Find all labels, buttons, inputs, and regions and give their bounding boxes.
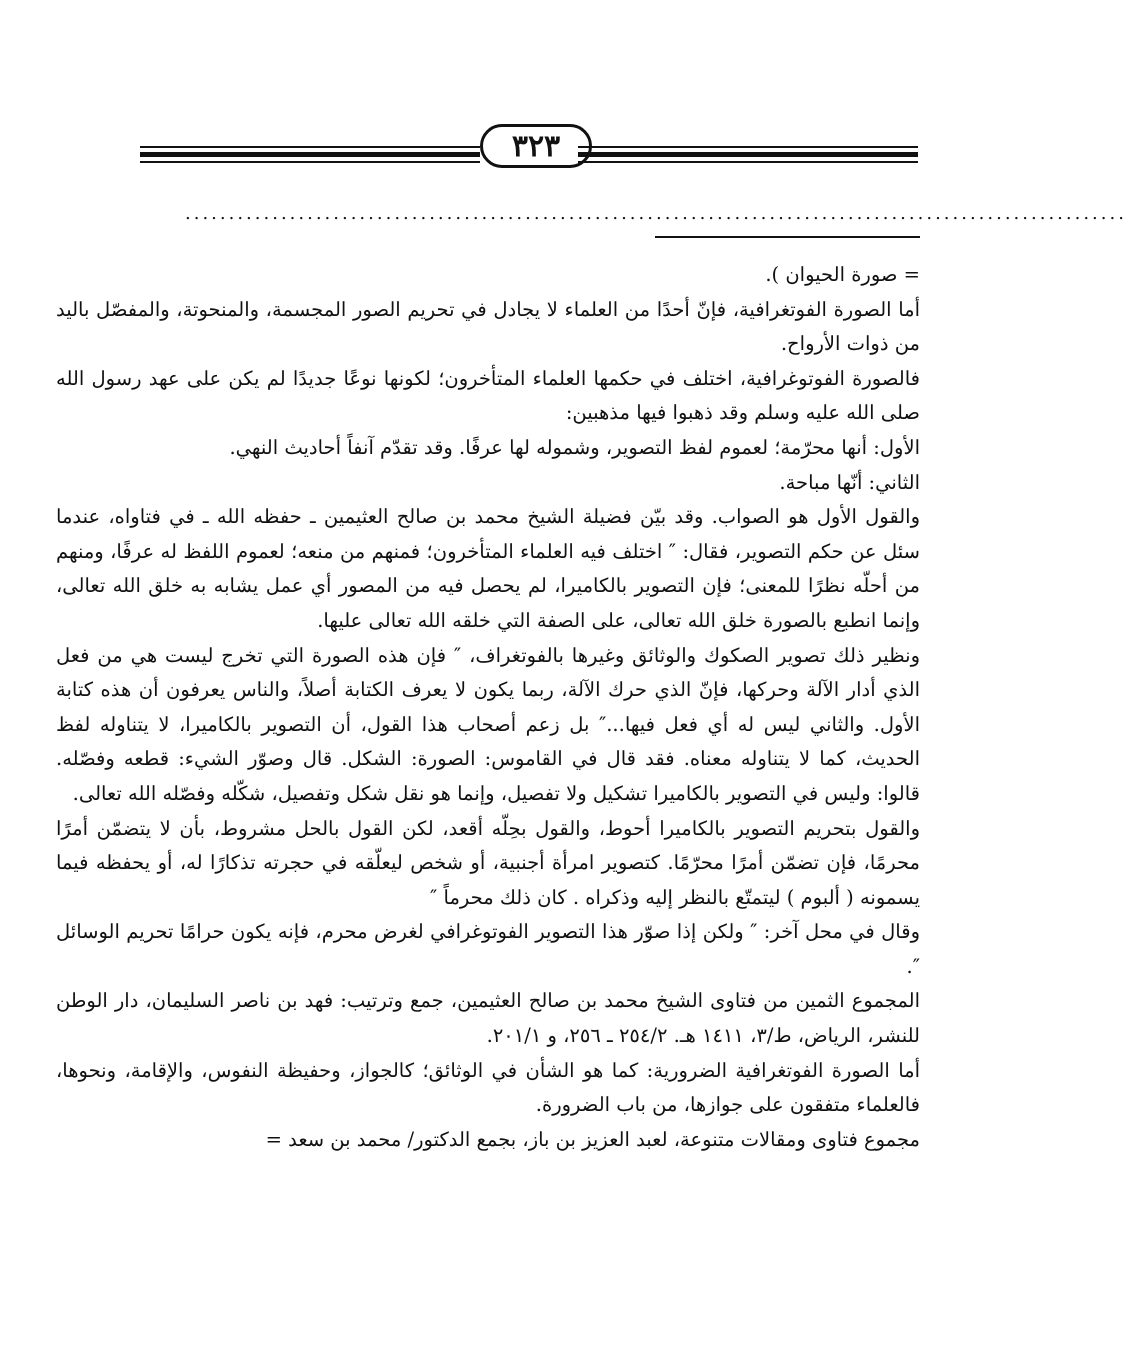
paragraph: أما الصورة الفوتغرافية، فإنّ أحدًا من العلماء لا يجادل في تحريم الصور المجسمة، والمنحوتة، والمفصّل باليد من ذوات الأرواح. bbox=[56, 297, 920, 356]
footnote-separator-line bbox=[655, 236, 920, 238]
paragraph: المجموع الثمين من فتاوى الشيخ محمد بن صالح العثيمين، جمع وترتيب: فهد بن ناصر السليمان، دار الوطن للنشر، الرياض، ط/٣، ١٤١١ هـ. ٢٥٤/٢ ـ ٢٥٦، و ٢٠١/١. bbox=[56, 989, 920, 1048]
paragraph: ونظير ذلك تصوير الصكوك والوثائق وغيرها بالفوتغراف، ″ فإن هذه الصورة التي تخرج ليست هي من فعل الذي أدار الآلة وحركها، فإنّ الذي حرك الآلة، ربما يكون لا يعرف الكتابة أصلاً، والناس يعرفون أن هذه كتابة الأول. والثاني ليس له أي فعل فيها...″ بل زعم أصحاب هذا القول، أن التصوير بالكاميرا، لا يتناوله لفظ الحديث، كما لا يتناوله معناه. فقد قال في القاموس: الصورة: الشكل. قال وصوّر الشيء: قطعه وفصّله. قالوا: وليس في التصوير بالكاميرا تشكيل ولا تفصيل، وإنما هو نقل شكل وتفصيل، شكّله وفصّله الله تعالى. bbox=[56, 643, 920, 805]
paragraph: أما الصورة الفوتغرافية الضرورية: كما هو الشأن في الوثائق؛ كالجواز، وحفيظة النفوس، والإقامة، ونحوها، فالعلماء متفقون على جوازها، من باب الضرورة. bbox=[56, 1058, 920, 1117]
header-rule-right bbox=[578, 146, 918, 163]
paragraph: والقول الأول هو الصواب. وقد بيّن فضيلة الشيخ محمد بن صالح العثيمين ـ حفظه الله ـ في فتاواه، عندما سئل عن حكم التصوير، فقال: ″ اختلف فيه العلماء المتأخرون؛ فمنهم من منعه؛ لعموم اللفظ له عرفًا، ومنهم من أحلّه نظرًا للمعنى؛ فإن التصوير بالكاميرا، لم يحصل فيه من المصور أي عمل يشابه به خلق الله تعالى، وإنما انطبع بالصورة خلق الله تعالى، على الصفة التي خلقه الله تعالى عليها. bbox=[56, 505, 920, 632]
paragraph: الثاني: أنّها مباحة. bbox=[779, 470, 920, 494]
paragraph: فالصورة الفوتوغرافية، اختلف في حكمها العلماء المتأخرون؛ لكونها نوعًا جديدًا لم يكن على عهد رسول الله صلى الله عليه وسلم وقد ذهبوا فيها مذهبين: bbox=[56, 366, 920, 425]
paragraph: والقول بتحريم التصوير بالكاميرا أحوط، والقول بحِلّه أقعد، لكن القول بالحل مشروط، بأن لا يتضمّن أمرًا محرمًا، فإن تضمّن أمرًا محرّمًا. كتصوير امرأة أجنبية، أو شخص ليعلّقه في حجرته تذكارًا له، أو يحفظه فيما يسمونه ( ألبوم ) ليتمتّع بالنظر إليه وذكراه . كان ذلك محرماً ″ bbox=[56, 816, 920, 909]
header-rule-left bbox=[140, 146, 480, 163]
paragraph: = صورة الحيوان ). bbox=[765, 263, 920, 286]
paragraph: مجموع فتاوى ومقالات متنوعة، لعبد العزيز بن باز، بجمع الدكتور/ محمد بن سعد = bbox=[265, 1127, 920, 1151]
paragraph: الأول: أنها محرّمة؛ لعموم لفظ التصوير، وشموله لها عرفًا. وقد تقدّم آنفاً أحاديث النهي. bbox=[229, 435, 920, 459]
paragraph: وقال في محل آخر: ″ ولكن إذا صوّر هذا التصوير الفوتوغرافي لغرض محرم، فإنه يكون حرامًا تحريم الوسائل ″. bbox=[56, 920, 920, 978]
page-header bbox=[140, 118, 918, 174]
footnote-text-body bbox=[56, 258, 920, 1157]
page-number: ٣٢٣ bbox=[480, 124, 592, 168]
dotted-separator: ............................................................................................................ bbox=[185, 203, 1127, 224]
